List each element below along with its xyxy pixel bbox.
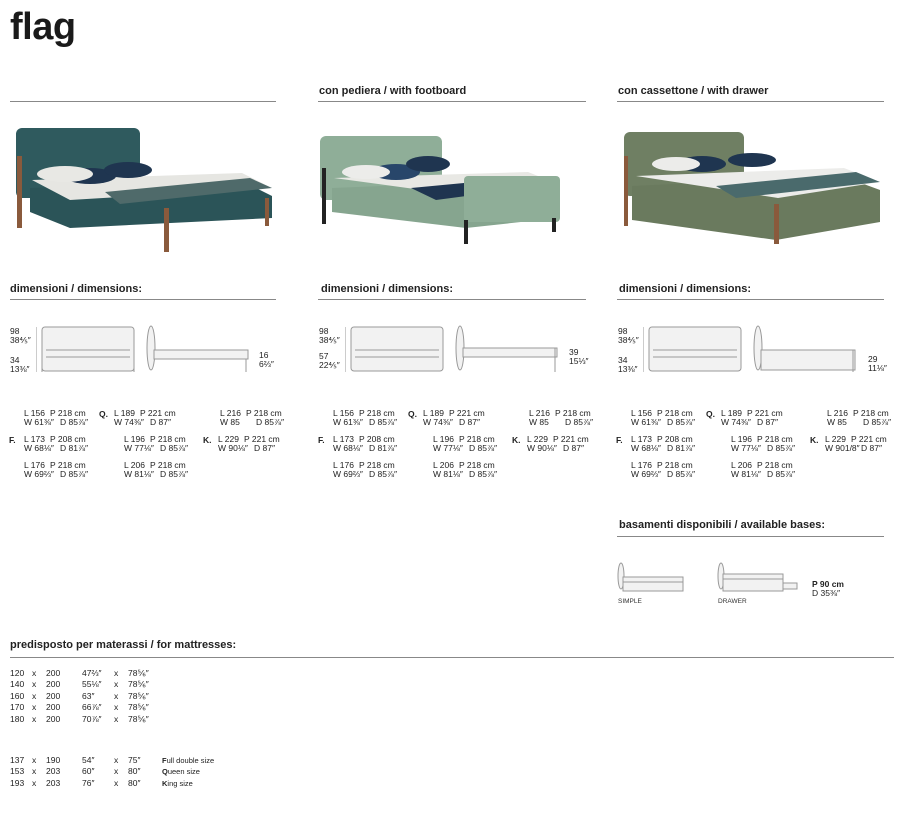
column-heading-drawer: con cassettone / with drawer xyxy=(618,85,769,97)
size-a4-w: W 69⅔″ xyxy=(24,469,54,479)
size-a4-p: P 218 cm xyxy=(657,460,693,470)
size-a3-p: P 218 cm xyxy=(757,434,793,444)
mattress-x: x xyxy=(114,668,119,678)
size-k-w: W 90⅛″ xyxy=(527,443,557,453)
size-a1-l: L 156 xyxy=(24,408,45,418)
size-k-l: L 229 xyxy=(825,434,846,444)
mattress-a: 140 xyxy=(10,679,25,690)
mattress-x: x xyxy=(32,713,37,724)
size-a2-p: P 218 cm xyxy=(555,408,591,418)
dimensions-heading: dimensioni / dimensions: xyxy=(10,283,143,295)
mattress-note-initial: F xyxy=(162,756,167,765)
size-f-label: F. xyxy=(9,435,16,445)
base-depth-in: D 35⅜″ xyxy=(812,588,841,598)
size-k-p: P 221 cm xyxy=(244,434,280,444)
mattress-row xyxy=(10,668,162,679)
mattress-row xyxy=(10,679,162,690)
mattress-a: 137 xyxy=(10,755,25,765)
size-a3-l: L 196 xyxy=(433,434,454,444)
size-a1-l: L 156 xyxy=(631,408,652,418)
height-top-in: 38⅘″ xyxy=(618,335,639,345)
size-q-l: L 189 xyxy=(721,408,742,418)
size-k-d: D 87″ xyxy=(563,443,584,453)
dimensions-heading: dimensioni / dimensions: xyxy=(619,283,752,295)
mattress-table xyxy=(10,668,162,725)
size-f-w: W 68⅛″ xyxy=(24,443,54,453)
size-a4-l: L 176 xyxy=(333,460,354,470)
size-f-l: L 173 xyxy=(333,434,354,444)
mattress-note-initial: K xyxy=(162,778,168,788)
mattress-b: 200 xyxy=(46,702,61,713)
mattress-d: 78⅚″ xyxy=(128,713,149,724)
mattress-d: 75″ xyxy=(128,755,141,765)
size-q-p: P 221 cm xyxy=(140,408,176,418)
size-a5-l: L 206 xyxy=(731,460,752,470)
size-k-w: W 901/8″ xyxy=(825,443,860,453)
mattress-row xyxy=(10,778,214,789)
side-height: 16 xyxy=(259,350,269,360)
size-a2-w: W 85 xyxy=(827,417,847,427)
size-a4-w: W 69⅔″ xyxy=(631,469,661,479)
mattress-d: 78⅚″ xyxy=(128,668,149,678)
mattress-x: x xyxy=(32,690,37,701)
mattress-table-us xyxy=(10,755,214,789)
size-k-label: K. xyxy=(512,435,521,445)
size-a5-p: P 218 cm xyxy=(459,460,495,470)
base-drawer-label: DRAWER xyxy=(718,598,747,605)
mattress-x: x xyxy=(32,668,37,678)
side-height-in: 11⅛″ xyxy=(868,363,887,373)
dimension-drawing xyxy=(36,322,258,374)
mattress-row xyxy=(10,702,162,713)
mattress-a: 170 xyxy=(10,702,25,713)
size-f-d: D 81⅞″ xyxy=(667,443,696,453)
size-a2-p: P 218 cm xyxy=(853,408,889,418)
mattress-c: 70⅞″ xyxy=(82,713,102,724)
size-a1-d: D 85⅞″ xyxy=(60,417,89,427)
mattress-x: x xyxy=(32,777,37,788)
size-a2-l: L 216 xyxy=(827,408,848,418)
mattress-d: 78⅚″ xyxy=(128,690,149,701)
size-a2-w: W 85 xyxy=(220,417,240,427)
size-a2-p: P 218 cm xyxy=(246,408,282,418)
size-q-label: Q. xyxy=(408,409,417,419)
size-a4-d: D 85⅞″ xyxy=(369,469,398,479)
mattress-d: 78⅚″ xyxy=(128,679,149,690)
size-q-w: W 74⅜″ xyxy=(423,417,453,427)
size-f-label: F. xyxy=(616,435,623,445)
mattress-note: ueen size xyxy=(167,767,200,777)
size-q-l: L 189 xyxy=(423,408,444,418)
side-height-in: 6⅔″ xyxy=(259,359,274,369)
divider xyxy=(10,657,894,658)
size-q-p: P 221 cm xyxy=(449,408,485,418)
mattress-c: 63″ xyxy=(82,690,95,701)
height-mid: 34 xyxy=(10,355,20,365)
mattress-x: x xyxy=(32,755,37,765)
mattress-b: 200 xyxy=(46,713,61,724)
height-mid: 57 xyxy=(319,351,329,361)
size-q-label: Q. xyxy=(99,409,108,419)
divider xyxy=(617,536,884,537)
size-f-p: P 208 cm xyxy=(50,434,86,444)
size-a4-d: D 85⅞″ xyxy=(667,469,696,479)
height-mid-in: 22⅘″ xyxy=(319,360,340,370)
size-a1-w: W 61⅜″ xyxy=(24,417,54,427)
divider xyxy=(10,101,276,102)
divider xyxy=(617,101,884,102)
height-top-in: 38⅘″ xyxy=(10,335,31,345)
size-f-w: W 68⅛″ xyxy=(631,443,661,453)
size-a4-l: L 176 xyxy=(24,460,45,470)
mattress-a: 120 xyxy=(10,668,25,678)
size-k-p: P 221 cm xyxy=(553,434,589,444)
height-mid-in: 13⅜″ xyxy=(10,364,30,374)
height-top-in: 38⅘″ xyxy=(319,335,340,345)
mattress-c: 76″ xyxy=(82,777,95,788)
size-f-d: D 81⅞″ xyxy=(369,443,398,453)
size-a4-p: P 218 cm xyxy=(359,460,395,470)
size-k-d: D 87″ xyxy=(861,443,882,453)
size-a5-p: P 218 cm xyxy=(757,460,793,470)
size-a3-d: D 85⅞″ xyxy=(469,443,498,453)
size-a1-l: L 156 xyxy=(333,408,354,418)
size-k-label: K. xyxy=(203,435,212,445)
mattress-c: 47⅔″ xyxy=(82,668,102,678)
mattress-d: 80″ xyxy=(128,766,141,777)
divider xyxy=(10,299,276,300)
size-q-w: W 74⅜″ xyxy=(114,417,144,427)
size-k-l: L 229 xyxy=(527,434,548,444)
size-a5-l: L 206 xyxy=(433,460,454,470)
mattress-row xyxy=(10,691,162,702)
height-top: 98 xyxy=(618,326,628,336)
mattress-x: x xyxy=(32,679,37,690)
size-a3-w: W 77⅛″ xyxy=(433,443,463,453)
mattress-x: x xyxy=(114,690,119,701)
mattress-c: 55⅛″ xyxy=(82,679,102,690)
size-k-l: L 229 xyxy=(218,434,239,444)
size-a5-p: P 218 cm xyxy=(150,460,186,470)
height-top: 98 xyxy=(319,326,329,336)
base-simple-label: SIMPLE xyxy=(618,598,642,605)
size-q-d: D 87″ xyxy=(150,417,171,427)
mattress-x: x xyxy=(114,755,119,765)
mattress-row xyxy=(10,714,162,725)
mattress-c: 54″ xyxy=(82,755,95,765)
size-k-w: W 90⅛″ xyxy=(218,443,248,453)
side-height: 29 xyxy=(868,354,878,364)
mattress-note: ull double size xyxy=(166,756,215,765)
mattress-x: x xyxy=(114,702,119,713)
side-height: 39 xyxy=(569,347,579,357)
size-a1-w: W 61⅜″ xyxy=(631,417,661,427)
size-f-p: P 208 cm xyxy=(359,434,395,444)
size-k-d: D 87″ xyxy=(254,443,275,453)
mattress-b: 190 xyxy=(46,755,61,765)
bases-heading: basamenti disponibili / available bases: xyxy=(619,519,826,531)
size-a3-l: L 196 xyxy=(731,434,752,444)
dimension-drawing xyxy=(345,322,567,374)
size-a3-w: W 77⅛″ xyxy=(124,443,154,453)
size-q-d: D 87″ xyxy=(757,417,778,427)
size-a5-w: W 81⅛″ xyxy=(731,469,761,479)
size-a2-d: D 85⅞″ xyxy=(863,417,892,427)
size-a2-l: L 216 xyxy=(529,408,550,418)
mattress-x: x xyxy=(114,777,119,788)
size-a1-p: P 218 cm xyxy=(657,408,693,418)
size-a1-w: W 61⅜″ xyxy=(333,417,363,427)
size-k-p: P 221 cm xyxy=(851,434,887,444)
mattress-b: 200 xyxy=(46,679,61,690)
height-mid-in: 13⅜″ xyxy=(618,364,638,374)
size-a5-w: W 81⅛″ xyxy=(124,469,154,479)
mattress-x: x xyxy=(114,713,119,724)
divider xyxy=(617,299,884,300)
size-a2-d: D 85⅞″ xyxy=(256,417,285,427)
size-a5-d: D 85⅞″ xyxy=(160,469,189,479)
bed-image-footboard xyxy=(316,128,566,248)
size-q-l: L 189 xyxy=(114,408,135,418)
mattress-note-initial: Q xyxy=(162,767,168,777)
side-height-in: 15⅓″ xyxy=(569,356,589,366)
size-a4-l: L 176 xyxy=(631,460,652,470)
size-a3-p: P 218 cm xyxy=(150,434,186,444)
size-a3-l: L 196 xyxy=(124,434,145,444)
mattress-b: 200 xyxy=(46,690,61,701)
mattress-x: x xyxy=(114,679,119,690)
size-a3-d: D 85⅞″ xyxy=(767,443,796,453)
size-a3-p: P 218 cm xyxy=(459,434,495,444)
size-a4-p: P 218 cm xyxy=(50,460,86,470)
size-a5-l: L 206 xyxy=(124,460,145,470)
size-q-w: W 74⅜″ xyxy=(721,417,751,427)
mattress-d: 80″ xyxy=(128,777,141,788)
size-f-p: P 208 cm xyxy=(657,434,693,444)
size-f-l: L 173 xyxy=(24,434,45,444)
bed-image-standard xyxy=(10,118,280,258)
mattress-x: x xyxy=(32,766,37,777)
divider xyxy=(318,299,586,300)
size-a2-w: W 85 xyxy=(529,417,549,427)
mattress-a: 153 xyxy=(10,766,25,777)
size-a1-p: P 218 cm xyxy=(50,408,86,418)
size-q-p: P 221 cm xyxy=(747,408,783,418)
divider xyxy=(318,101,586,102)
size-f-w: W 68⅛″ xyxy=(333,443,363,453)
dimension-drawing xyxy=(643,322,865,374)
mattress-row xyxy=(10,766,214,777)
column-heading-footboard: con pediera / with footboard xyxy=(319,85,467,97)
mattress-c: 66⅞″ xyxy=(82,702,102,713)
size-a1-p: P 218 cm xyxy=(359,408,395,418)
mattress-d: 78⅚″ xyxy=(128,702,149,713)
bed-image-drawer xyxy=(618,128,884,248)
size-a3-d: D 85⅞″ xyxy=(160,443,189,453)
mattress-b: 203 xyxy=(46,777,61,788)
height-mid: 34 xyxy=(618,355,628,365)
mattress-x: x xyxy=(114,766,119,777)
dimensions-heading: dimensioni / dimensions: xyxy=(321,283,454,295)
size-a2-l: L 216 xyxy=(220,408,241,418)
mattress-c: 60″ xyxy=(82,766,95,777)
size-f-l: L 173 xyxy=(631,434,652,444)
size-k-label: K. xyxy=(810,435,819,445)
size-a5-w: W 81⅛″ xyxy=(433,469,463,479)
size-a4-d: D 85⅞″ xyxy=(60,469,89,479)
mattress-note: ing size xyxy=(167,778,193,788)
mattress-row xyxy=(10,755,214,766)
size-a3-w: W 77⅛″ xyxy=(731,443,761,453)
mattress-b: 200 xyxy=(46,668,61,678)
size-q-label: Q. xyxy=(706,409,715,419)
mattress-x: x xyxy=(32,702,37,713)
base-depth-cm: P 90 cm xyxy=(812,579,844,589)
page-title: flag xyxy=(10,6,76,48)
mattress-b: 203 xyxy=(46,766,61,777)
mattress-a: 193 xyxy=(10,777,25,788)
mattress-a: 160 xyxy=(10,690,25,701)
height-top: 98 xyxy=(10,326,20,336)
size-a5-d: D 85⅞″ xyxy=(767,469,796,479)
size-q-d: D 87″ xyxy=(459,417,480,427)
bases-drawing xyxy=(616,562,816,598)
size-a1-d: D 85⅞″ xyxy=(369,417,398,427)
size-a2-d: D 85⅞″ xyxy=(565,417,594,427)
size-f-d: D 81⅞″ xyxy=(60,443,89,453)
size-f-label: F. xyxy=(318,435,325,445)
size-a4-w: W 69⅔″ xyxy=(333,469,363,479)
size-a5-d: D 85⅞″ xyxy=(469,469,498,479)
mattress-a: 180 xyxy=(10,713,25,724)
size-a1-d: D 85⅞″ xyxy=(667,417,696,427)
mattresses-heading: predisposto per materassi / for mattresses: xyxy=(10,639,237,651)
